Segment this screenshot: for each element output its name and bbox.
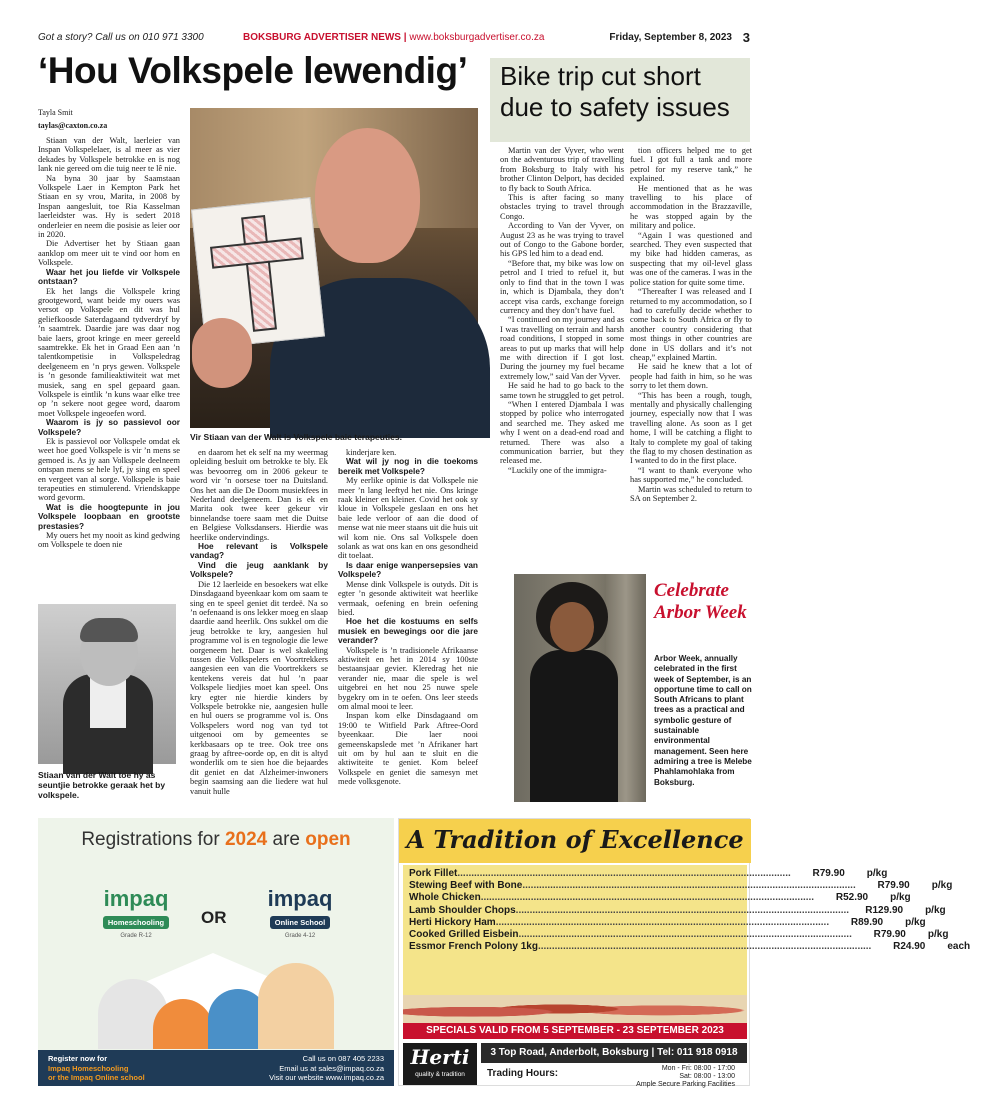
bike-column-1 <box>500 146 624 564</box>
question: Hoe relevant is Volkspele vandag? <box>190 541 328 561</box>
meat-photo <box>403 995 747 1023</box>
family-photo <box>78 953 354 1049</box>
question: Waarom is jy so passievol oor Volkspele? <box>38 417 180 437</box>
photo-arbor-week <box>514 574 646 802</box>
paragraph: “I want to thank everyone who has supported me,” he concluded. <box>630 465 752 485</box>
price-row: Cooked Grilled Eisbein ........................................................................................................................ R79.90 p/kg <box>409 929 949 941</box>
paragraph: tion officers helped me to get fuel. I got full a tank and more petrol for my reserve tank,” he explained. <box>630 146 752 184</box>
article-column-2 <box>190 448 328 808</box>
paragraph: Die Advertiser het by Stiaan gaan aanklop om meer uit te vind oor hom en Volkspele. <box>38 239 180 268</box>
paragraph: Volkspele is ’n tradisionele Afrikaanse aktiwiteit en het in 2014 sy 100ste bestaansjaar gevier. Kleredrag het nie verander nie, maar die spele is wel uitgebrei en het nou 25 nuwe spele bygekry om in te oefen. Ons leer steeds om almal mooi te leer. <box>338 645 478 711</box>
paragraph: “Luckily one of the immigra- <box>508 465 607 475</box>
paragraph: “When I entered Djambala I was stopped by police who interrogated and searched me. They asked me why I went on a dead-end road and returned. There was also a communication barrier, but they released me. <box>500 399 624 466</box>
impaq-homeschooling-logo: impaq Homeschooling Grade R-12 <box>103 886 169 939</box>
impaq-phone[interactable]: Call us on 087 405 2233 <box>302 1054 384 1063</box>
paragraph: “This has been a rough, tough, mentally and physically challenging journey, especially now that I was travelling alone. As soon as I get home, I will be catching a flight to Italy to complete my goal of taking the flag to my chosen destination as I wanted to do in the first place. <box>630 390 752 466</box>
photo-stiaan-cross <box>190 108 478 428</box>
impaq-email[interactable]: Email us at sales@impaq.co.za <box>279 1063 384 1073</box>
bike-headline: Bike trip cut short due to safety issues <box>500 61 730 122</box>
paragraph: He said he knew that a lot of people had faith in him, so he was sorry to let them down. <box>630 362 752 391</box>
impaq-online-logo: impaq Online School Grade 4-12 <box>267 886 333 939</box>
impaq-title: Registrations for 2024 are open <box>81 829 351 850</box>
specials-banner: SPECIALS VALID FROM 5 SEPTEMBER - 23 SEPTEMBER 2023 <box>403 1023 747 1039</box>
arbor-caption: Arbor Week, annually celebrated in the first week of September, is an opportune time to call on South Africans to plant trees as a practical and symbolic gesture of sustainable environmental management. Seen here admiring a tree is Melebe Phahlamohlaka from Boksburg. <box>654 654 752 787</box>
paragraph: My eerlike opinie is dat Volkspele nie meer ’n lang leeftyd het nie. Ons kringe raak kleiner en kleiner. Covid het ook sy kloue in Volkspele geslaan en ons het baie lede verloor of aan die dood of mense wat nie meer staans uit die huis uit wil kom nie. Ons sal Volkspele doen solank as wat ons kan en ons gesondheid dit toelaat. <box>338 476 478 561</box>
bike-column-2 <box>630 146 752 564</box>
paragraph: This is after facing so many obstacles trying to travel through Congo. <box>500 193 624 221</box>
impaq-website[interactable]: Visit our website www.impaq.co.za <box>269 1073 384 1082</box>
price-row: Stewing Beef with Bone ........................................................................................................................ R79.90 p/kg <box>409 880 953 892</box>
question: Vind die jeug aanklank by Volkspele? <box>190 559 328 580</box>
impaq-footer: Register now for Impaq Homeschooling or the Impaq Online school Call us on 087 405 2233 Email us at sales@impaq.co.za Visit our website www.impaq.co.za <box>38 1050 394 1086</box>
question: Is daar enige wanpersepsies van Volkspele? <box>338 559 478 580</box>
question: Wat is die hoogtepunte in jou Volkspele loopbaan en grootste prestasies? <box>38 501 180 531</box>
herti-title: A Tradition of Excellence <box>406 825 744 854</box>
issue-date: Friday, September 8, 2023 <box>609 32 732 43</box>
herti-logo: Herti quality & tradition <box>403 1043 477 1085</box>
paragraph: Stiaan van der Walt, laerleier van Inspan Volkspelelaer, is al meer as vier dekades by Volkspele betrokke en is nog lank nie gereed om die tuig neer te lê nie. <box>38 136 180 174</box>
herti-advert[interactable] <box>398 818 971 1088</box>
price-list <box>403 865 971 995</box>
paragraph: He mentioned that as he was travelling to his place of accommodation in the Brazzaville, he was stopped again by the military and police. <box>630 183 752 231</box>
website-link[interactable]: www.boksburgadvertiser.co.za <box>409 32 545 43</box>
paragraph: Mense dink Volkspele is outyds. Dit is egter ’n gesonde aktiwiteit wat heerlike vermaak, oefening en brein oefening bied. <box>338 579 478 617</box>
photo-caption-main: Vir Stiaan van der Walt is Volkspele baie terapeuties. <box>190 432 402 442</box>
story-tip: Got a story? Call us on 010 971 3300 <box>38 32 204 43</box>
paragraph: According to Van der Vyver, on August 23 as he was trying to travel out of Congo to the Gabone border, his GPS led him to a dead end. <box>500 221 624 259</box>
or-label: OR <box>201 908 227 927</box>
paragraph: Martin was scheduled to return to SA on September 2. <box>630 484 752 504</box>
paragraph: Die 12 laerleide en besoekers wat elke Dinsdagaand byeenkaar kom om saam te sing en te speel geniet dit terdeë. Na so ’n oefenaand is ons lekker moeg en slaap daardie aand heerlik. Ons sukkel om die jeug betrokke te kry, aangesien hul programme vol is en tegnologie die lewe oorgeneem het. Daar is wel skakeling tussen die Volkspelers en Voortrekkers aangesien een van die Voortrekkers se kentekens vereis dat hul ’n paar Volkspele liedjies moet kan speel. Ons kry egter nie hierdie kinders by Volkspele betrokke nie, aangesien hulle en hul ouers se programme vol is. Ons Volkspelers word nog van tyd tot uitgenooi om by gemeentes se kerkbasaars op te tree. Ook tree ons graag by aftree-oorde op, en dit is altyd wonderlik om te sien hoe die bejaardes dit geniet en dat Alzheimer-inwoners begin saamsing aan die liedere wat hul vanuit hulle <box>190 579 328 796</box>
price-row: Pork Fillet ........................................................................................................................ R79.90 p/kg <box>409 868 888 879</box>
question: Wat wil jy nog in die toekoms bereik met Volkspele? <box>338 456 478 476</box>
question: Hoe het die kostuums en selfs musiek en bewegings oor die jare verander? <box>338 616 478 646</box>
byline <box>38 108 107 130</box>
price-row: Herti Hickory Ham ........................................................................................................................ R89.90 p/kg <box>409 916 926 928</box>
paragraph: Martin van der Vyver, who went on the adventurous trip of travelling from Boksburg to Italy with his brother Clinton Delport, has decided to fly back to South Africa. <box>500 146 624 193</box>
publication-name: BOKSBURG ADVERTISER NEWS <box>243 32 401 43</box>
paragraph: kinderjare ken. <box>346 448 397 457</box>
page-header <box>38 30 750 46</box>
paragraph: Ek het langs die Volkspele kring grootgeword, want beide my ouers was versot op Volkspele en dit was hul geliefkoosde Saterdagaand tydverdryf by ’n saamtrek. Daardie jare was daar nog baie laers, groot kringe en meer gereeld saamtrekke. Ek het in Graad Een aan ’n talentkompetisie in Volkspeledrag deelgeneem en ’n prys gewen. Volkspele is ’n gesonde familieaktiwiteit wat met musiek, sang en spel gepaard gaan. Volkspele is eintlik ’n kuns waar elke tree op ’n sekere noot gegee word, daarom moet Volkspele ingeoefen word. <box>38 286 180 418</box>
publication-line: BOKSBURG ADVERTISER NEWS | www.boksburgadvertiser.co.za <box>243 32 545 43</box>
article-headline: ‘Hou Volkspele lewendig’ <box>38 50 468 91</box>
paragraph: “Again I was questioned and searched. They even suspected that my bike had hidden cameras, as suspecting that my oil-level glass was one of the cameras. I was in the police station for quite some time. <box>630 230 752 287</box>
paragraph: Inspan kom elke Dinsdagaand om 19:00 te Witfield Park Aftree-Oord byeenkaar. Die laer nooi gemeenskapslede met ’n Afrikaner hart uit om by hul aan te sluit en die aktiwiteite te geniet. Kom beleef Volkspele en geniet die samesyn met mede volksgenote. <box>338 711 478 787</box>
paragraph: Na byna 30 jaar by Saamstaan Volkspele Laer in Kempton Park het Stiaan en sy vrou, Marita, in 2008 by Inspan aangesluit, toe Ria Kasselman laerleidster was. Hy is sedert 2018 onderleier en neem die posisie as leier oor in 2020. <box>38 173 180 240</box>
paragraph: My ouers het my nooit as kind gedwing om Volkspele te doen nie <box>38 531 180 550</box>
price-row: Whole Chicken ........................................................................................................................ R52.90 p/kg <box>409 892 911 904</box>
paragraph: “I continued on my journey and as I was travelling on terrain and harsh road conditions, I stopped in some areas to put up marks that will help me with direction if I got lost. During the journey my fuel became extremely low,” said Van der Vyver. <box>500 315 624 381</box>
paragraph: Ek is passievol oor Volkspele omdat ek weet hoe goed Volkspele is vir ’n mens se gemoed is. As jy aan Volkspele deelneem ontspan mens se hele lyf, jy sing en speel en vergeet van al sorge. Volkspele is baie terapeuties en stimulerend. Vriendskappe word gevorm. <box>38 437 180 503</box>
photo-boy <box>38 604 176 764</box>
herti-address: 3 Top Road, Anderbolt, Boksburg | Tel: 011 918 0918 <box>481 1043 747 1063</box>
author-name: Tayla Smit <box>38 108 73 117</box>
question: Waar het jou liefde vir Volkspele ontstaan? <box>38 266 180 287</box>
trading-hours: Trading Hours: Mon - Fri: 08:00 - 17:00 Sat: 08:00 - 13:00 Ample Secure Parking Facilities <box>487 1065 735 1088</box>
arbor-title: Celebrate Arbor Week <box>654 580 747 623</box>
photo-caption-boy: Stiaan van der Walt toe hy as seuntjie betrokke geraak het by volkspele. <box>38 770 166 800</box>
price-row: Lamb Shoulder Chops ........................................................................................................................ R129.90 p/kg <box>409 904 946 916</box>
author-email[interactable]: taylas@caxton.co.za <box>38 121 108 130</box>
page-number: 3 <box>742 30 750 45</box>
paragraph: “Before that, my bike was low on petrol and I tried to refuel it, but only to find that in the town I was in, which is Djambala, they don’t accept visa cards, exchange foreign currency and they don’t have fuel. <box>500 258 624 315</box>
paragraph: He said he had to go back to the same town he struggled to get petrol. <box>500 381 624 400</box>
article-column-1 <box>38 136 180 596</box>
impaq-advert[interactable] <box>38 818 394 1086</box>
paragraph: “Thereafter I was released and I returned to my accommodation, so I had to carefully decide whether to come back to South Africa or fly to another country considering that most things in other countries are done in US dollars and it’s not cheap,” explained Martin. <box>630 287 752 362</box>
price-row: Essmor French Polony 1kg ........................................................................................................................ R24.90 each <box>409 941 971 953</box>
article-column-3 <box>338 448 478 808</box>
paragraph: en daarom het ek self na my weermag opleiding besluit om betrokke te bly. Ek was bevoorreg om in 2006 gekeur te word vir ’n oorsese toer na Duitsland. Ons het aan die De Doorn musiekfees in Nederland deelgeneem. Dan is ek en Marita ook twee keer gekeur vir binnelandse toere saam met die Duitse en Belgiese Volksdansers. Hierdie was heerlike ondervindings. <box>190 448 328 542</box>
